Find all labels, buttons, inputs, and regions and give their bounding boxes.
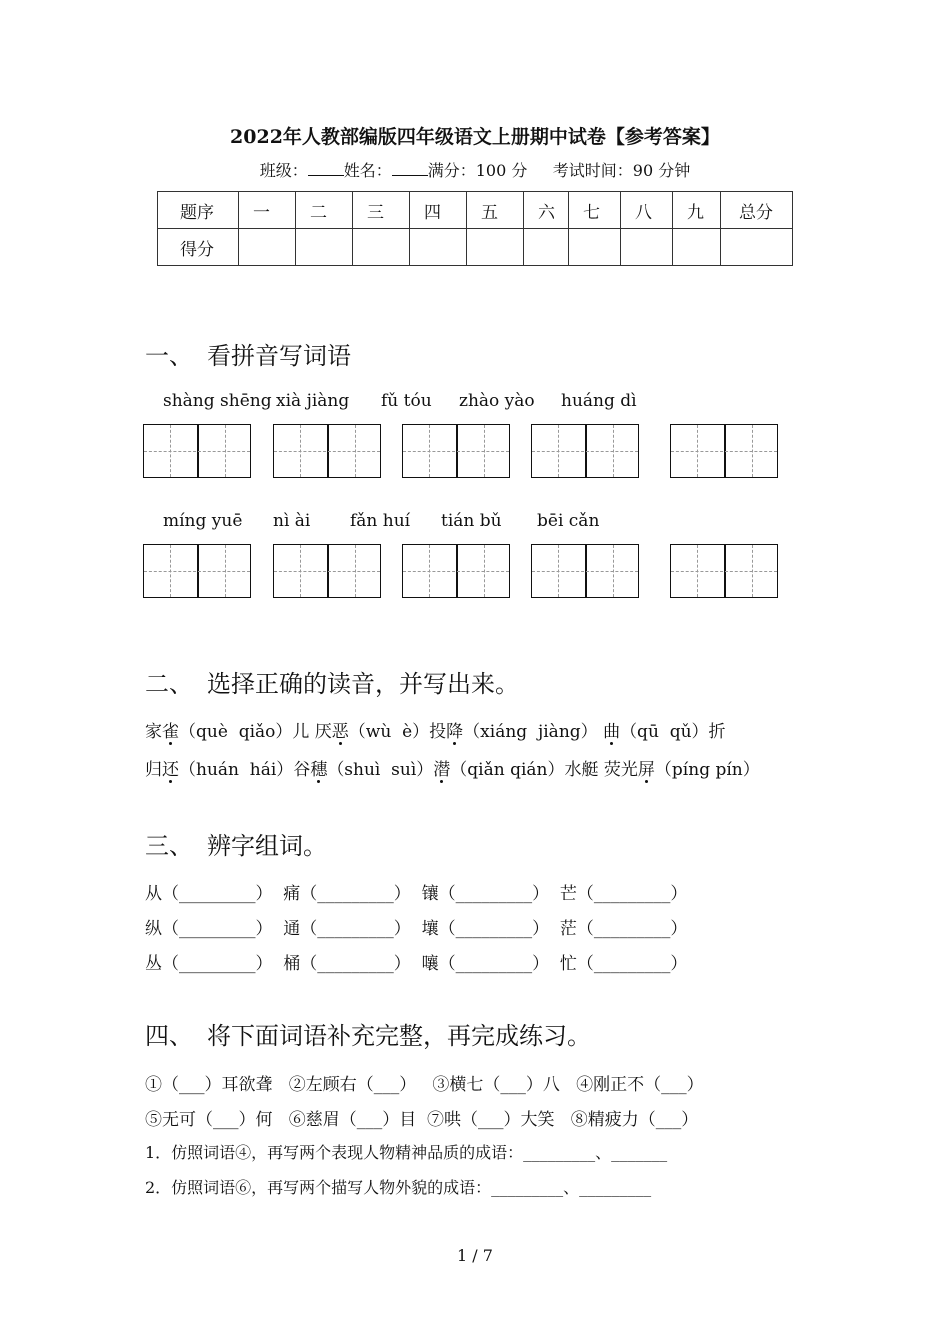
idiom-line: ⑤无可（___）何 ⑥慈眉（___）目 ⑦哄（___）大笑 ⑧精疲力（___） (145, 1110, 699, 1130)
dotted-char: 还 (162, 755, 179, 780)
pinyin-label: huáng dì (561, 391, 637, 411)
score-input-cell[interactable] (621, 229, 673, 266)
score-input-cell[interactable] (673, 229, 721, 266)
section-2-heading (145, 664, 519, 699)
score-table-header-row (158, 192, 793, 229)
pinyin-label: nì ài (273, 511, 311, 531)
page-number: 1 / 7 (457, 1246, 493, 1265)
text: （huán hái）谷 (179, 760, 311, 780)
score-input-cell[interactable] (524, 229, 569, 266)
writing-box[interactable] (402, 544, 510, 598)
class-blank[interactable] (308, 161, 344, 176)
score-cell: 二 (296, 192, 353, 229)
dotted-char: 穗 (310, 755, 327, 780)
score-input-cell[interactable] (410, 229, 467, 266)
score-table (157, 191, 793, 266)
writing-box[interactable] (670, 544, 778, 598)
score-cell: 一 (239, 192, 296, 229)
word-group-line: 从（_________） 痛（_________） 镶（_________） 芒（_________） (145, 884, 688, 904)
pronunciation-line-2 (145, 755, 760, 780)
writing-box[interactable] (670, 424, 778, 478)
score-input-cell[interactable] (353, 229, 410, 266)
text: 家 (145, 722, 162, 742)
section-title: 选择正确的读音，并写出来。 (207, 670, 519, 698)
pinyin-label: xià jiàng (276, 391, 350, 411)
dotted-char: 降 (446, 717, 463, 742)
exam-info (0, 158, 950, 181)
score-cell: 八 (621, 192, 673, 229)
text: 归 (145, 760, 162, 780)
score-cell: 六 (524, 192, 569, 229)
pinyin-label: shàng shēng (163, 391, 272, 411)
pinyin-label: fǎn huí (350, 511, 411, 531)
score-input-cell[interactable] (569, 229, 621, 266)
writing-box[interactable] (531, 424, 639, 478)
writing-box[interactable] (143, 424, 251, 478)
writing-box[interactable] (402, 424, 510, 478)
section-number: 二、 (145, 670, 193, 698)
score-cell: 题序 (158, 192, 239, 229)
exercise-line: 1．仿照词语④，再写两个表现人物精神品质的成语：_________、_______ (145, 1143, 668, 1162)
name-label: 姓名： (343, 161, 392, 180)
score-input-cell[interactable] (239, 229, 296, 266)
score-input-cell[interactable] (296, 229, 353, 266)
score-cell: 九 (673, 192, 721, 229)
score-input-cell[interactable] (721, 229, 793, 266)
pinyin-label: fǔ tóu (381, 391, 432, 411)
score-cell: 总分 (721, 192, 793, 229)
score-table-score-row (158, 229, 793, 266)
section-number: 四、 (145, 1022, 193, 1050)
pronunciation-line-1 (145, 717, 726, 742)
text: （què qiǎo）儿 厌 (179, 722, 332, 742)
exercise-line: 2．仿照词语⑥，再写两个描写人物外貌的成语：_________、_________ (145, 1178, 652, 1197)
text: （xiáng jiàng） (463, 722, 604, 742)
word-group-line: 丛（_________） 桶（_________） 嚷（_________） 忙（_________） (145, 954, 688, 974)
text: （shuì suì） (327, 760, 434, 780)
writing-box[interactable] (143, 544, 251, 598)
section-4-heading (145, 1016, 591, 1051)
dotted-char: 潜 (433, 755, 450, 780)
writing-box[interactable] (273, 544, 381, 598)
text: （píng pín） (654, 760, 760, 780)
pinyin-label: míng yuē (163, 511, 243, 531)
section-number: 三、 (145, 832, 193, 860)
score-cell: 得分 (158, 229, 239, 266)
word-group-line: 纵（_________） 通（_________） 壤（_________） 茫（_________） (145, 919, 688, 939)
dotted-char: 雀 (162, 717, 179, 742)
text: （qū qǔ）折 (620, 722, 726, 742)
score-cell: 七 (569, 192, 621, 229)
dotted-char: 屏 (638, 755, 655, 780)
score-time-info: 满分：100 分 考试时间：90 分钟 (427, 161, 691, 180)
pinyin-label: tián bǔ (441, 511, 502, 531)
writing-box[interactable] (531, 544, 639, 598)
score-cell: 四 (410, 192, 467, 229)
section-title: 辨字组词。 (207, 832, 327, 860)
score-input-cell[interactable] (467, 229, 524, 266)
pinyin-label: zhào yào (459, 391, 535, 411)
section-number: 一、 (145, 342, 193, 370)
text: （qiǎn qián）水艇 荧光 (450, 760, 638, 780)
section-3-heading (145, 826, 327, 861)
name-blank[interactable] (392, 161, 428, 176)
text: （wù è）投 (348, 722, 447, 742)
pinyin-label: bēi cǎn (537, 511, 600, 531)
section-title: 将下面词语补充完整，再完成练习。 (207, 1022, 591, 1050)
section-title: 看拼音写词语 (207, 342, 351, 370)
score-cell: 五 (467, 192, 524, 229)
idiom-line: ①（___）耳欲聋 ②左顾右（___） ③横七（___）八 ④刚正不（___） (145, 1075, 704, 1095)
page-title: 2022年人教部编版四年级语文上册期中试卷【参考答案】 (230, 126, 720, 148)
score-cell: 三 (353, 192, 410, 229)
dotted-char: 曲 (603, 717, 620, 742)
section-1-heading (145, 336, 351, 371)
writing-box[interactable] (273, 424, 381, 478)
class-label: 班级： (259, 161, 308, 180)
dotted-char: 恶 (332, 717, 349, 742)
